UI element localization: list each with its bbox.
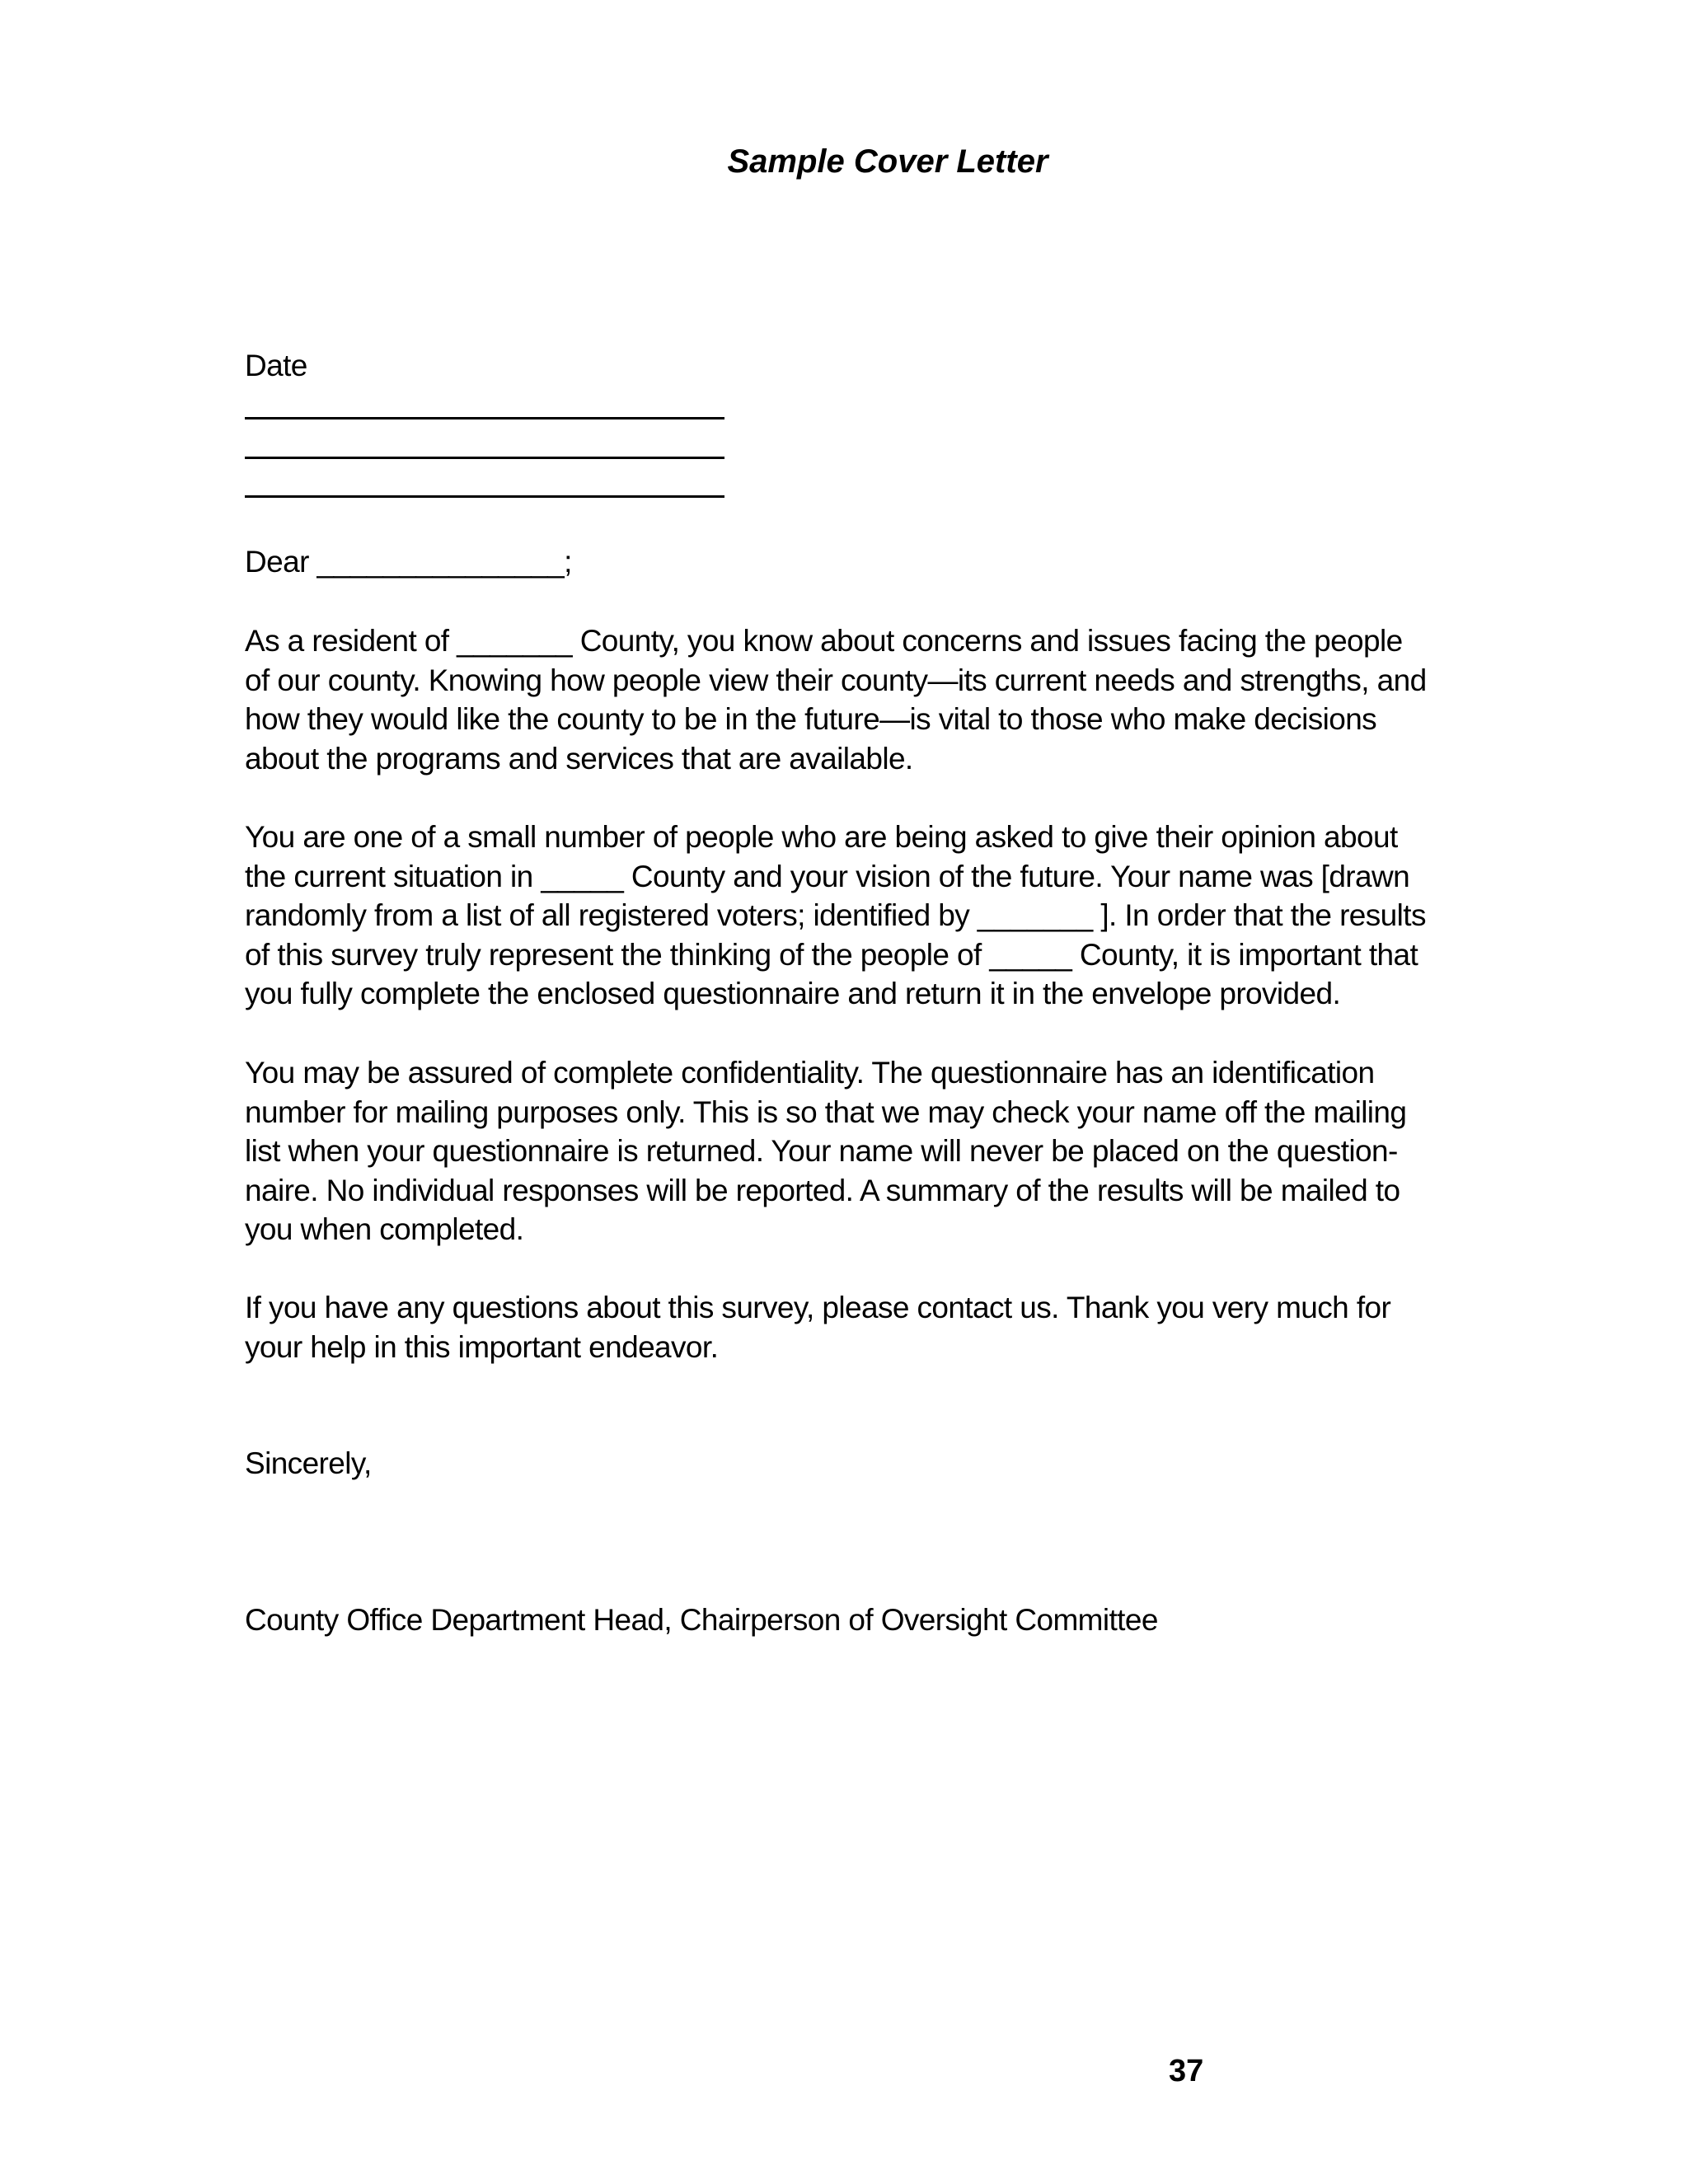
paragraph-1 bbox=[245, 621, 1531, 778]
paragraph-line: about the programs and services that are available. bbox=[245, 741, 913, 776]
paragraph-line: You are one of a small number of people who are being asked to give their opinion about bbox=[245, 820, 1398, 854]
address-line-2 bbox=[245, 457, 724, 459]
paragraph-line: As a resident of _______ County, you know about concerns and issues facing the people bbox=[245, 624, 1403, 658]
paragraph-line: If you have any questions about this survey, please contact us. Thank you very much for bbox=[245, 1291, 1391, 1324]
paragraph-2 bbox=[245, 818, 1531, 1014]
paragraph-line: list when your questionnaire is returned. Your name will never be placed on the question- bbox=[245, 1134, 1398, 1169]
salutation: Dear _______________; bbox=[245, 545, 572, 579]
paragraph-line: you fully complete the enclosed questionnaire and return it in the envelope provided. bbox=[245, 977, 1341, 1011]
address-line-1 bbox=[245, 417, 724, 419]
paragraph-line: randomly from a list of all registered voters; identified by _______ ]. In order that the results bbox=[245, 898, 1426, 933]
paragraph-line: of our county. Knowing how people view their county—its current needs and strengths, and bbox=[245, 663, 1427, 697]
page-title: Sample Cover Letter bbox=[727, 143, 1048, 180]
date-label: Date bbox=[245, 349, 307, 382]
paragraph-line: naire. No individual responses will be reported. A summary of the results will be mailed to bbox=[245, 1173, 1400, 1207]
paragraph-line: you when completed. bbox=[245, 1212, 524, 1247]
closing: Sincerely, bbox=[245, 1446, 372, 1480]
paragraph-line: of this survey truly represent the thinking of the people of _____ County, it is important that bbox=[245, 937, 1418, 972]
paragraph-line: number for mailing purposes only. This is so that we may check your name off the mailing bbox=[245, 1094, 1407, 1129]
paragraph-line: the current situation in _____ County and your vision of the future. Your name was [drawn bbox=[245, 859, 1410, 893]
page-number: 37 bbox=[1169, 2054, 1204, 2088]
paragraph-line: how they would like the county to be in the future—is vital to those who make decisions bbox=[245, 702, 1377, 737]
paragraph-4 bbox=[245, 1288, 1531, 1366]
signature-line: County Office Department Head, Chairperson of Oversight Committee bbox=[245, 1603, 1158, 1637]
paragraph-line: You may be assured of complete confidentiality. The questionnaire has an identification bbox=[245, 1056, 1375, 1090]
paragraph-3 bbox=[245, 1053, 1531, 1249]
address-line-3 bbox=[245, 495, 724, 498]
paragraph-line: your help in this important endeavor. bbox=[245, 1329, 719, 1364]
